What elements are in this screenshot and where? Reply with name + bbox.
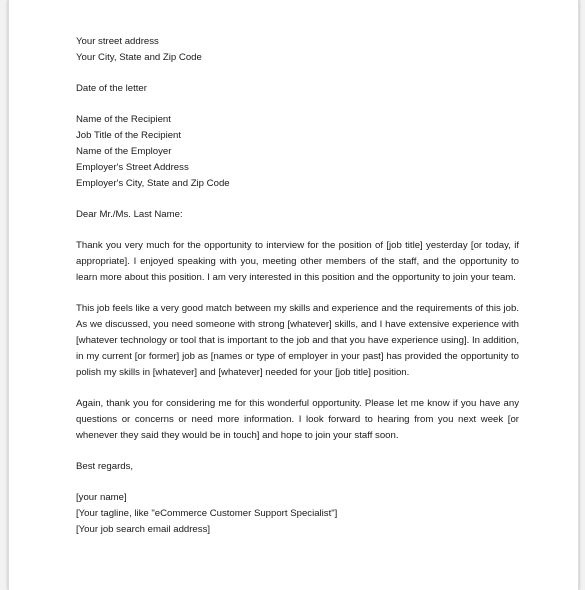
closing: Best regards, xyxy=(76,461,134,472)
spacer xyxy=(76,66,519,81)
letter-body xyxy=(76,34,519,538)
spacer xyxy=(76,475,519,490)
recipient-city-state-zip: Employer's City, State and Zip Code xyxy=(76,178,230,189)
spacer xyxy=(76,223,519,238)
spacer xyxy=(76,192,519,207)
paragraph-job-match: This job feels like a very good match between my skills and experience and the requirements of this job. As we discussed, you need someone with strong [whatever] skills, and I have extensive experience with [whatever technology or tool that is important to the job and that you have experience using]. In addition, in my current [or former] job as [names or type of employer in your past] has provided the opportunity to polish my skills in [whatever] and [whatever] needed for your [job title] position. xyxy=(76,303,519,378)
signature-tagline: [Your tagline, like "eCommerce Customer Support Specialist"] xyxy=(76,508,338,519)
signature-email: [Your job search email address] xyxy=(76,524,211,535)
paragraph-thank-you: Thank you very much for the opportunity to interview for the position of [job title] yesterday [or today, if appropriate]. I enjoyed speaking with you, meeting other members of the staff, and the opportunity to learn more about this position. I am very interested in this position and the opportunity to join your team. xyxy=(76,240,519,283)
spacer xyxy=(76,381,519,396)
sender-street: Your street address xyxy=(76,36,159,47)
recipient-street: Employer's Street Address xyxy=(76,162,189,173)
spacer xyxy=(76,444,519,459)
sender-city-state-zip: Your City, State and Zip Code xyxy=(76,52,202,63)
letter-date: Date of the letter xyxy=(76,83,147,94)
spacer xyxy=(76,286,519,301)
recipient-name: Name of the Recipient xyxy=(76,114,171,125)
paragraph-closing-thanks: Again, thank you for considering me for this wonderful opportunity. Please let me know if you have any questions or concerns or need more information. I look forward to hearing from you next week [or whenever they said they would be in touch] and hope to join your staff soon. xyxy=(76,398,519,441)
document-page xyxy=(8,0,579,590)
recipient-employer: Name of the Employer xyxy=(76,146,172,157)
signature-name: [your name] xyxy=(76,492,127,503)
salutation: Dear Mr./Ms. Last Name: xyxy=(76,209,183,220)
spacer xyxy=(76,97,519,112)
recipient-job-title: Job Title of the Recipient xyxy=(76,130,182,141)
